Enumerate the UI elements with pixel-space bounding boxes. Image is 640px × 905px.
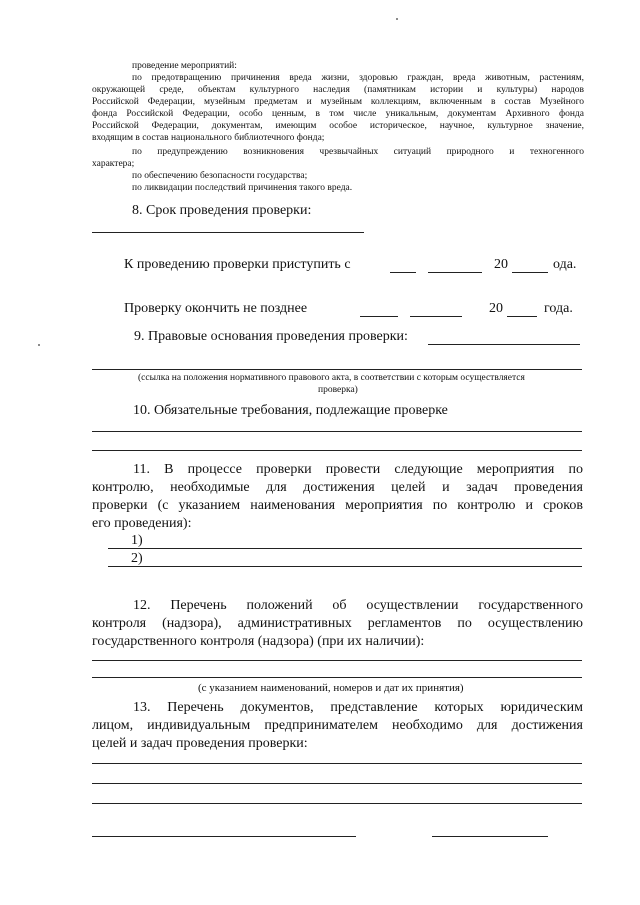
fill-line [92, 232, 364, 233]
section-12-line: контроля (надзора), административных регламентов по осуществлению [92, 616, 583, 631]
section-13-line: целей и задач проведения проверки: [92, 736, 308, 751]
end-year: 20 [489, 301, 503, 316]
fill-line [92, 803, 582, 804]
fill-line [92, 369, 582, 370]
signature-line [92, 836, 356, 837]
section-11-line: контролю, необходимые для достижения целей и задач проведения [92, 480, 583, 495]
intro-line: окружающей среде, объектам культурного наследия (памятникам истории и культуры) народов [92, 85, 584, 95]
section-9-title: 9. Правовые основания проведения проверки: [134, 329, 408, 344]
signature-line [432, 836, 548, 837]
fill-line [92, 450, 582, 451]
section-10-title: 10. Обязательные требования, подлежащие проверке [133, 403, 448, 418]
scan-mark [38, 344, 40, 346]
section-9-note: (ссылка на положения нормативного правового акта, в соответствии с которым осуществляется [138, 373, 525, 383]
fill-line [390, 272, 416, 273]
section-12-note: (с указанием наименований, номеров и дат их принятия) [198, 682, 464, 694]
fill-line [428, 272, 482, 273]
list-item-number: 1) [131, 533, 143, 548]
intro-line: Российской Федерации, документам, имеющим особое историческое, научное, культурное значение, [92, 121, 584, 131]
fill-line [428, 344, 580, 345]
fill-line [360, 316, 398, 317]
fill-line [92, 763, 582, 764]
end-date-label: Проверку окончить не позднее [124, 301, 308, 316]
start-year: 20 [494, 257, 508, 272]
intro-line: по ликвидации последствий причинения такого вреда. [132, 183, 353, 193]
fill-line [507, 316, 537, 317]
fill-line [92, 677, 582, 678]
section-12-line: государственного контроля (надзора) (при их наличии): [92, 634, 425, 649]
intro-heading: проведение мероприятий: [132, 61, 237, 71]
section-9-note: проверка) [318, 385, 358, 395]
section-13-line: 13. Перечень документов, представление которых юридическим [133, 700, 583, 715]
section-11-line: проверки (с указанием наименования мероприятия по контролю и сроков [92, 498, 583, 513]
intro-line: фонда Российской Федерации, особо ценным, в том числе уникальным, документам Архивного фонда [92, 109, 584, 119]
start-suffix: ода. [553, 257, 577, 272]
intro-line: по предотвращению причинения вреда жизни, здоровью граждан, вреда животным, растениям, [132, 73, 584, 83]
fill-line [410, 316, 462, 317]
section-8-title: 8. Срок проведения проверки: [132, 203, 312, 218]
intro-line: Российской Федерации, музейным предметам и музейным коллекциям, включенным в состав Музейного [92, 97, 584, 107]
intro-line: по предупреждению возникновения чрезвычайных ситуаций природного и техногенного [132, 147, 584, 157]
end-suffix: года. [544, 301, 573, 316]
fill-line [108, 566, 582, 567]
list-item-number: 2) [131, 551, 143, 566]
fill-line [92, 783, 582, 784]
fill-line [108, 548, 582, 549]
section-13-line: лицом, индивидуальным предпринимателем необходимо для достижения [92, 718, 583, 733]
scan-mark [396, 18, 398, 20]
section-11-line: 11. В процессе проверки провести следующие мероприятия по [133, 462, 583, 477]
section-11-line: его проведения): [92, 516, 192, 531]
fill-line [92, 660, 582, 661]
fill-line [92, 431, 582, 432]
fill-line [512, 272, 548, 273]
intro-line: характера; [92, 159, 135, 169]
start-date-label: К проведению проверки приступить с [124, 257, 351, 272]
intro-line: входящим в состав национального библиотечного фонда; [92, 133, 325, 143]
intro-line: по обеспечению безопасности государства; [132, 171, 308, 181]
section-12-line: 12. Перечень положений об осуществлении государственного [133, 598, 583, 613]
